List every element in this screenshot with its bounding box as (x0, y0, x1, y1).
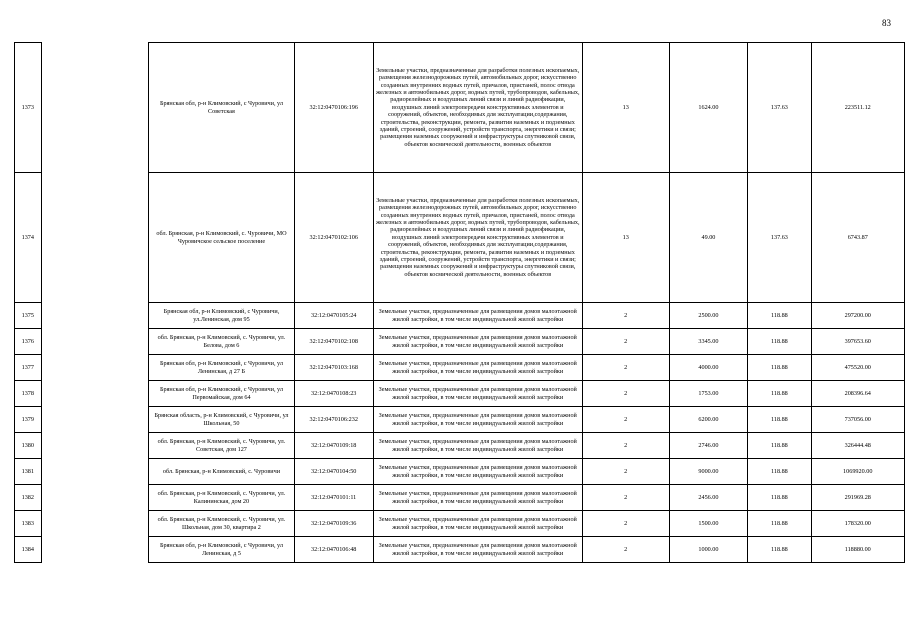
table-row (15, 433, 905, 459)
row-number: 1375 (15, 303, 42, 329)
land-use-cell: Земельные участки, предназначенные для размещения домов малоэтажной жилой застройки, в том числе индивидуальной жилой застройки (373, 537, 582, 563)
row-number: 1384 (15, 537, 42, 563)
group-cell: 2 (582, 329, 669, 355)
area-cell: 2746.00 (669, 433, 748, 459)
group-cell: 2 (582, 303, 669, 329)
rate-cell: 118.88 (748, 433, 811, 459)
empty-cell (41, 407, 149, 433)
address-cell: Брянская область, р-н Климовский, с Чуровичи, ул Школьная, 50 (149, 407, 295, 433)
row-number: 1382 (15, 485, 42, 511)
empty-cell (41, 485, 149, 511)
land-use-cell: Земельные участки, предназначенные для размещения домов малоэтажной жилой застройки, в том числе индивидуальной жилой застройки (373, 459, 582, 485)
group-cell: 2 (582, 485, 669, 511)
area-cell: 9000.00 (669, 459, 748, 485)
area-cell: 49.00 (669, 173, 748, 303)
address-cell: Брянская обл, р-н Климовский, с Чуровичи, ул Ленинская, д 5 (149, 537, 295, 563)
group-cell: 2 (582, 381, 669, 407)
table-row (15, 355, 905, 381)
group-cell: 2 (582, 355, 669, 381)
group-cell: 13 (582, 43, 669, 173)
land-use-cell: Земельные участки, предназначенные для размещения домов малоэтажной жилой застройки, в том числе индивидуальной жилой застройки (373, 303, 582, 329)
cadastral-number-cell: 32:12:0470103:168 (294, 355, 373, 381)
table-body (15, 43, 905, 563)
cadastral-table (14, 42, 905, 563)
cadastral-number-cell: 32:12:0470101:11 (294, 485, 373, 511)
row-number: 1378 (15, 381, 42, 407)
row-number: 1383 (15, 511, 42, 537)
area-cell: 2500.00 (669, 303, 748, 329)
rate-cell: 118.88 (748, 329, 811, 355)
table-row (15, 537, 905, 563)
address-cell: Брянская обл, р-н Климовский, с Чуровичи, ул Ленинская, д 27 Б (149, 355, 295, 381)
area-cell: 4000.00 (669, 355, 748, 381)
cadastral-value-cell: 178320.00 (811, 511, 905, 537)
cadastral-number-cell: 32:12:0470108:23 (294, 381, 373, 407)
cadastral-number-cell: 32:12:0470102:108 (294, 329, 373, 355)
cadastral-value-cell: 326444.48 (811, 433, 905, 459)
group-cell: 13 (582, 173, 669, 303)
empty-cell (41, 173, 149, 303)
rate-cell: 118.88 (748, 381, 811, 407)
rate-cell: 118.88 (748, 407, 811, 433)
group-cell: 2 (582, 511, 669, 537)
rate-cell: 118.88 (748, 537, 811, 563)
rate-cell: 118.88 (748, 459, 811, 485)
rate-cell: 137.63 (748, 43, 811, 173)
empty-cell (41, 511, 149, 537)
empty-cell (41, 537, 149, 563)
cadastral-value-cell: 6743.87 (811, 173, 905, 303)
land-use-cell: Земельные участки, предназначенные для размещения домов малоэтажной жилой застройки, в том числе индивидуальной жилой застройки (373, 407, 582, 433)
empty-cell (41, 329, 149, 355)
land-use-cell: Земельные участки, предназначенные для размещения домов малоэтажной жилой застройки, в том числе индивидуальной жилой застройки (373, 355, 582, 381)
land-use-cell: Земельные участки, предназначенные для размещения домов малоэтажной жилой застройки, в том числе индивидуальной жилой застройки (373, 485, 582, 511)
address-cell: обл. Брянская, р-н Климовский, с. Чуровичи, ул. Школьная, дом 30, квартира 2 (149, 511, 295, 537)
address-cell: обл. Брянская, р-н Климовский, с. Чуровичи, ул. Калининская, дом 20 (149, 485, 295, 511)
table-row (15, 381, 905, 407)
empty-cell (41, 355, 149, 381)
group-cell: 2 (582, 459, 669, 485)
empty-cell (41, 433, 149, 459)
empty-cell (41, 43, 149, 173)
row-number: 1377 (15, 355, 42, 381)
address-cell: обл. Брянская, р-н Климовский, с. Чуровичи, МО Чуровичское сельское поселение (149, 173, 295, 303)
address-cell: Брянская обл, р-н Климовский, с Чуровичи, ул.Ленинская, дом 95 (149, 303, 295, 329)
row-number: 1381 (15, 459, 42, 485)
table-row (15, 329, 905, 355)
address-cell: Брянская обл, р-н Климовский, с Чуровичи, ул Советская (149, 43, 295, 173)
row-number: 1380 (15, 433, 42, 459)
cadastral-value-cell: 397653.60 (811, 329, 905, 355)
cadastral-number-cell: 32:12:0470105:24 (294, 303, 373, 329)
row-number: 1379 (15, 407, 42, 433)
area-cell: 1624.00 (669, 43, 748, 173)
table-row (15, 459, 905, 485)
land-use-cell: Земельные участки, предназначенные для размещения домов малоэтажной жилой застройки, в том числе индивидуальной жилой застройки (373, 433, 582, 459)
address-cell: обл. Брянская, р-н Климовский, с. Чуровичи, ул. Белова, дом 6 (149, 329, 295, 355)
row-number: 1373 (15, 43, 42, 173)
land-use-cell: Земельные участки, предназначенные для размещения домов малоэтажной жилой застройки, в том числе индивидуальной жилой застройки (373, 329, 582, 355)
rate-cell: 118.88 (748, 355, 811, 381)
table-row (15, 303, 905, 329)
area-cell: 1753.00 (669, 381, 748, 407)
address-cell: Брянская обл, р-н Климовский, с Чуровичи, ул Первомайская, дом 64 (149, 381, 295, 407)
table-row (15, 485, 905, 511)
cadastral-number-cell: 32:12:0470106:196 (294, 43, 373, 173)
row-number: 1376 (15, 329, 42, 355)
empty-cell (41, 381, 149, 407)
cadastral-number-cell: 32:12:0470109:18 (294, 433, 373, 459)
area-cell: 1500.00 (669, 511, 748, 537)
group-cell: 2 (582, 407, 669, 433)
cadastral-value-cell: 737056.00 (811, 407, 905, 433)
land-use-cell: Земельные участки, предназначенные для разработки полезных ископаемых, размещения железнодорожных путей, автомобильных дорог, искусственно созданных внутренних водных путей, причалов, пристаней, полос отвода железных и автомобильных дорог, водных путей, трубопроводов, кабельных, радиорелейных и воздушных линий связи и линий радиофикации, воздушных линий электропередачи конструктивных элементов и сооружений, объектов, необходимых для эксплуатации,содержания, строительства, реконструкции, ремонта, развития наземных и подземных зданий, строений, сооружений, устройств транспорта, энергетики и связи; размещения наземных сооружений и инфраструктуры спутниковой связи, объектов космической деятельности, военных объектов (373, 43, 582, 173)
cadastral-number-cell: 32:12:0470102:106 (294, 173, 373, 303)
group-cell: 2 (582, 433, 669, 459)
land-use-cell: Земельные участки, предназначенные для размещения домов малоэтажной жилой застройки, в том числе индивидуальной жилой застройки (373, 511, 582, 537)
table-row (15, 511, 905, 537)
rate-cell: 118.88 (748, 511, 811, 537)
cadastral-value-cell: 223511.12 (811, 43, 905, 173)
address-cell: обл. Брянская, р-н Климовский, с. Чуровичи, ул. Советская, дом 127 (149, 433, 295, 459)
cadastral-number-cell: 32:12:0470104:50 (294, 459, 373, 485)
area-cell: 6200.00 (669, 407, 748, 433)
rate-cell: 118.88 (748, 303, 811, 329)
table-row (15, 43, 905, 173)
cadastral-number-cell: 32:12:0470106:232 (294, 407, 373, 433)
land-use-cell: Земельные участки, предназначенные для разработки полезных ископаемых, размещения железнодорожных путей, автомобильных дорог, искусственно созданных внутренних водных путей, причалов, пристаней, полос отвода железных и автомобильных дорог, водных путей, трубопроводов, кабельных, радиорелейных и воздушных линий связи и линий радиофикации, воздушных линий электропередачи конструктивных элементов и сооружений, объектов, необходимых для эксплуатации,содержания, строительства, реконструкции, ремонта, развития наземных и подземных зданий, строений, сооружений, устройств транспорта, энергетики и связи; размещения наземных сооружений и инфраструктуры спутниковой связи, объектов космической деятельности, военных объектов (373, 173, 582, 303)
page-number: 83 (882, 18, 891, 28)
rate-cell: 118.88 (748, 485, 811, 511)
cadastral-number-cell: 32:12:0470109:36 (294, 511, 373, 537)
rate-cell: 137.63 (748, 173, 811, 303)
table-row (15, 173, 905, 303)
cadastral-value-cell: 1069920.00 (811, 459, 905, 485)
row-number: 1374 (15, 173, 42, 303)
cadastral-value-cell: 118880.00 (811, 537, 905, 563)
cadastral-value-cell: 208396.64 (811, 381, 905, 407)
cadastral-value-cell: 297200.00 (811, 303, 905, 329)
area-cell: 3345.00 (669, 329, 748, 355)
area-cell: 1000.00 (669, 537, 748, 563)
address-cell: обл. Брянская, р-н Климовский, с. Чуровичи (149, 459, 295, 485)
group-cell: 2 (582, 537, 669, 563)
land-use-cell: Земельные участки, предназначенные для размещения домов малоэтажной жилой застройки, в том числе индивидуальной жилой застройки (373, 381, 582, 407)
cadastral-number-cell: 32:12:0470106:48 (294, 537, 373, 563)
cadastral-value-cell: 475520.00 (811, 355, 905, 381)
area-cell: 2456.00 (669, 485, 748, 511)
empty-cell (41, 303, 149, 329)
empty-cell (41, 459, 149, 485)
table-row (15, 407, 905, 433)
cadastral-value-cell: 291969.28 (811, 485, 905, 511)
